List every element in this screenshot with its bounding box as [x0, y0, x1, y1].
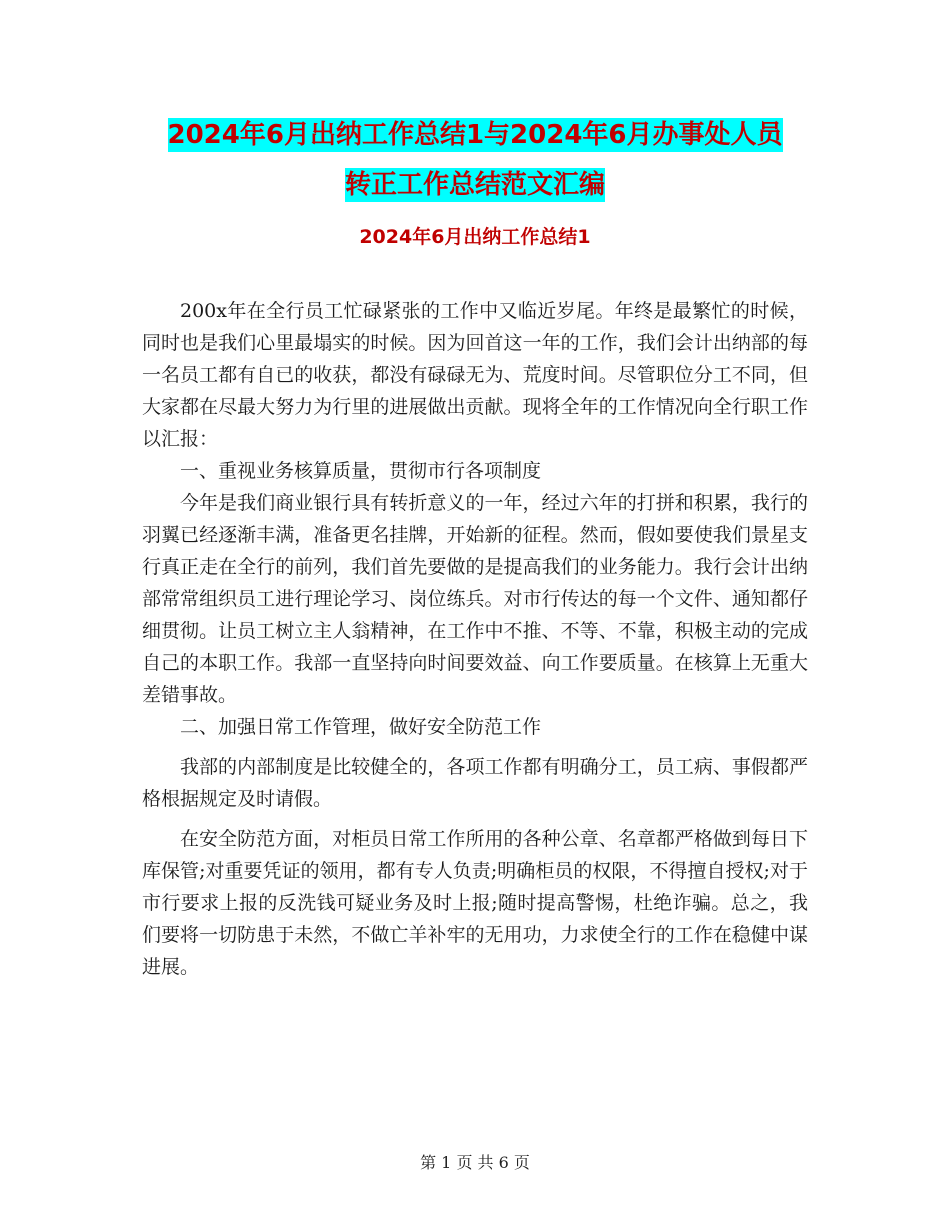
subheading-2: 二、加强日常工作管理，做好安全防范工作	[180, 716, 542, 738]
paragraph-2: 我部的内部制度是比较健全的，各项工作都有明确分工，员工病、事假都严格根据规定及时请假。	[142, 756, 808, 810]
paragraph-1: 今年是我们商业银行具有转折意义的一年，经过六年的打拼和积累，我行的羽翼已经逐渐丰满，准备更名挂牌，开始新的征程。然而，假如要使我们景星支行真正走在全行的前列，我们首先要做的是提高我们的业务能力。我行会计出纳部常常组织员工进行理论学习、岗位练兵。对市行传达的每一个文件、通知都仔细贯彻。让员工树立主人翁精神，在工作中不推、不等、不靠，积极主动的完成自己的本职工作。我部一直坚持向时间要效益、向工作要质量。在核算上无重大差错事故。	[142, 492, 808, 706]
title-line-2: 转正工作总结范文汇编	[344, 170, 605, 200]
page-footer: 第 1 页 共 6 页	[420, 1153, 530, 1172]
title-line-1: 2024年6月出纳工作总结1与2024年6月办事处人员	[167, 120, 783, 150]
paragraph-intro: 200x年在全行员工忙碌紧张的工作中又临近岁尾。年终是最繁忙的时候，同时也是我们心里最塌实的时候。因为回首这一年的工作，我们会计出纳部的每一名员工都有自已的收获，都没有碌碌无为、荒度时间。尽管职位分工不同，但大家都在尽最大努力为行里的进展做出贡献。现将全年的工作情况向全行职工作以汇报：	[142, 300, 808, 450]
section-heading: 2024年6月出纳工作总结1	[359, 226, 591, 248]
document-title	[0, 110, 950, 210]
subheading-1: 一、重视业务核算质量，贯彻市行各项制度	[180, 460, 542, 482]
paragraph-3: 在安全防范方面，对柜员日常工作所用的各种公章、名章都严格做到每日下库保管;对重要凭证的领用，都有专人负责;明确柜员的权限，不得擅自授权;对于市行要求上报的反洗钱可疑业务及时上报;随时提高警惕，杜绝诈骗。总之，我们要将一切防患于未然，不做亡羊补牢的无用功，力求使全行的工作在稳健中谋进展。	[142, 828, 808, 978]
body-text	[142, 295, 808, 983]
